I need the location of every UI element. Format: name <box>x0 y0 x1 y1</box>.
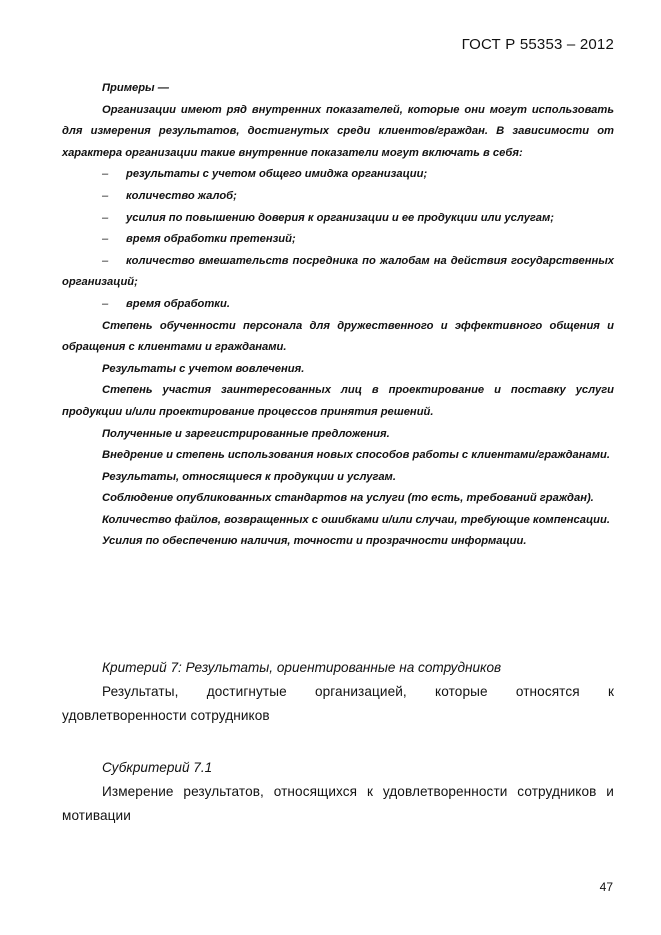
list-item-text: количество жалоб; <box>126 189 237 202</box>
subcriterion-title: Субкритерий 7.1 <box>102 760 213 775</box>
criterion-text: Результаты, достигнутые организацией, которые относятся к удовлетворенности сотрудников <box>62 684 614 723</box>
examples-paragraph: Степень участия заинтересованных лиц в проектирование и поставку услуги продукции и/или проектирование процессов принятия решений. <box>62 384 614 418</box>
list-item-text: время обработки претензий; <box>126 233 296 246</box>
dash-bullet: – <box>102 189 109 202</box>
examples-paragraph: Усилия по обеспечению наличия, точности и прозрачности информации. <box>102 535 527 548</box>
examples-paragraph: Результаты с учетом вовлечения. <box>102 362 305 375</box>
list-item <box>62 186 614 208</box>
examples-block <box>62 78 614 553</box>
examples-intro: Примеры — <box>102 82 169 94</box>
list-item <box>62 164 614 186</box>
list-item-text: результаты с учетом общего имиджа организации; <box>126 168 428 181</box>
list-item-text: время обработки. <box>126 297 230 310</box>
examples-paragraph: Степень обученности персонала для дружественного и эффективного общения и обращения с клиентами и гражданами. <box>62 319 614 354</box>
subcriterion-text: Измерение результатов, относящихся к удовлетворенности сотрудников и мотивации <box>62 784 614 823</box>
list-item <box>62 294 614 316</box>
examples-paragraph: Внедрение и степень использования новых способов работы с клиентами/гражданами. <box>102 449 610 462</box>
examples-paragraph: Организации имеют ряд внутренних показателей, которые они могут использовать для измерения результатов, достигнутых среди клиентов/граждан. В зависимости от характера организации такие внутренние показатели могут включать в себя: <box>62 103 614 159</box>
list-item <box>62 229 614 251</box>
dash-bullet: – <box>102 254 109 267</box>
examples-paragraph: Полученные и зарегистрированные предложения. <box>102 427 390 440</box>
page-number: 47 <box>599 880 613 894</box>
list-item-text: количество вмешательств посредника по жалобам на действия государственных организаций; <box>62 254 614 289</box>
examples-paragraph: Количество файлов, возвращенных с ошибками и/или случаи, требующие компенсации. <box>102 513 610 526</box>
dash-bullet: – <box>102 233 109 246</box>
dash-bullet: – <box>102 297 109 310</box>
examples-paragraph: Соблюдение опубликованных стандартов на услуги (то есть, требований граждан). <box>102 492 594 505</box>
list-item <box>62 251 614 294</box>
dash-bullet: – <box>102 211 109 224</box>
criterion-title: Критерий 7: Результаты, ориентированные на сотрудников <box>102 660 502 675</box>
dash-bullet: – <box>102 168 109 181</box>
subcriterion-7-1-section <box>62 756 614 828</box>
examples-paragraph: Результаты, относящиеся к продукции и услугам. <box>102 470 396 483</box>
document-header: ГОСТ Р 55353 – 2012 <box>461 36 614 53</box>
criterion-7-section <box>62 656 614 728</box>
list-item-text: усилия по повышению доверия к организации и ее продукции или услугам; <box>126 211 554 224</box>
list-item <box>62 208 614 230</box>
